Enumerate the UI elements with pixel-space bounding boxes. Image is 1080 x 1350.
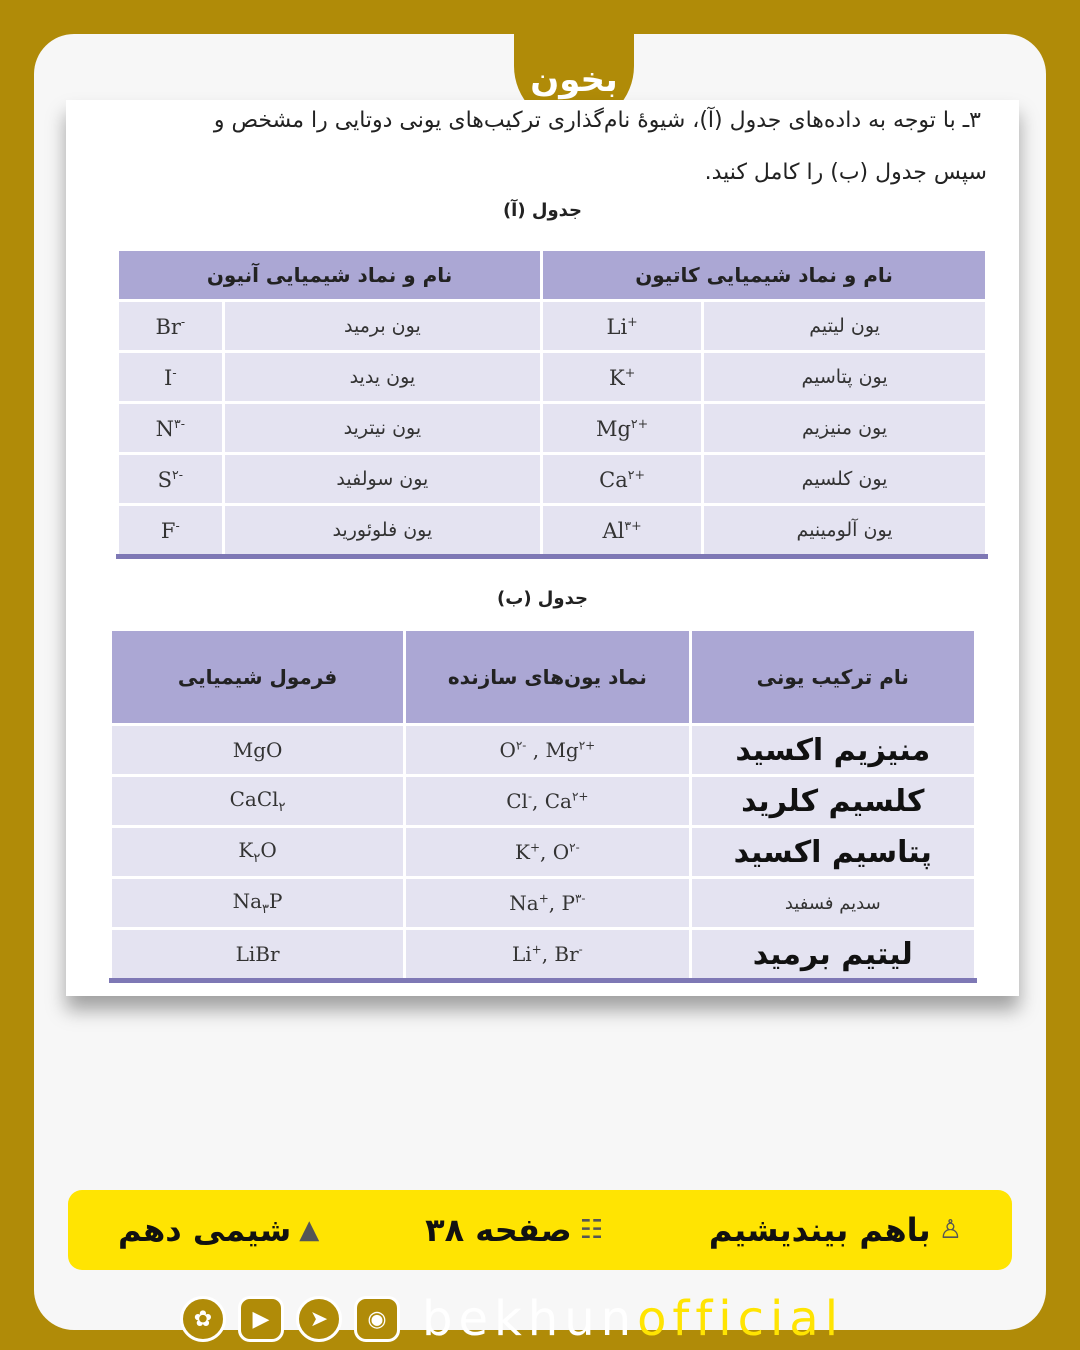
question-line-2: سپس جدول (ب) را کامل کنید. xyxy=(704,160,987,185)
table-a-header-anion: نام و نماد شیمیایی آنیون xyxy=(118,250,542,301)
cation-symbol-cell xyxy=(542,403,703,454)
ion-symbol-charge: + xyxy=(529,840,541,855)
constituent-ions-cell xyxy=(405,827,690,878)
anion-name-cell: یون فلوئورید xyxy=(223,505,542,557)
ion-symbol: Br- xyxy=(554,942,583,966)
anion-symbol: I- xyxy=(164,364,177,390)
table-b-body xyxy=(111,725,976,981)
graduation-cap-icon: ▲ xyxy=(299,1215,320,1245)
table-b xyxy=(109,628,977,983)
handle-part1: bekhun xyxy=(422,1291,638,1347)
cation-name-cell: یون منیزیم xyxy=(703,403,987,454)
cation-symbol-charge: ۲+ xyxy=(627,466,646,482)
formula-cell xyxy=(111,776,405,827)
table-b-header-ions: نماد یون‌های سازنده xyxy=(405,630,690,725)
constituent-ions-cell xyxy=(405,929,690,981)
ion-symbol: $O^{۲-}$ xyxy=(499,738,527,762)
telegram-icon[interactable]: ➤ xyxy=(296,1296,342,1342)
ion-list: $O^{۲-}$ , $Mg^{۲+}$ xyxy=(499,738,596,762)
cation-symbol-charge: + xyxy=(627,313,638,329)
ion-symbol-charge: ۲- xyxy=(569,840,580,855)
ion-symbol: $O^{۲-}$ xyxy=(552,840,580,864)
ion-symbol-charge: ۲+ xyxy=(571,789,589,804)
cation-symbol-charge: + xyxy=(624,364,636,380)
subject-text: شیمی دهم xyxy=(118,1211,292,1249)
textbook-page xyxy=(66,100,1019,996)
cation-name-cell: یون کلسیم xyxy=(703,454,987,505)
anion-symbol: F- xyxy=(160,517,180,543)
ion-symbol-charge: - xyxy=(578,942,583,957)
cation-symbol: K+ xyxy=(608,364,636,390)
cation-name-cell: یون لیتیم xyxy=(703,301,987,352)
formula-subscript: ۲ xyxy=(278,800,286,815)
ion-list: K+, $O^{۲-}$ xyxy=(515,840,580,864)
ion-symbol-charge: ۲+ xyxy=(578,738,596,753)
ion-list: Na+, $P^{۳-}$ xyxy=(509,891,586,915)
table-b-row xyxy=(111,929,976,981)
compound-name-cell: پتاسیم اکسید xyxy=(690,827,975,878)
compound-name-cell: کلسیم کلرید xyxy=(690,776,975,827)
constituent-ions-cell xyxy=(405,725,690,776)
ion-symbol: K+ xyxy=(515,840,541,864)
constituent-ions-cell xyxy=(405,776,690,827)
ion-symbol: $Ca^{۲+}$ xyxy=(544,789,589,813)
chemical-formula: $Na_۳P$ xyxy=(232,889,283,917)
bar-page xyxy=(425,1211,603,1249)
ion-symbol-charge: - xyxy=(527,789,532,804)
table-a-row xyxy=(118,505,987,557)
table-b-header-formula: فرمول شیمیایی xyxy=(111,630,405,725)
chemical-formula: LiBr xyxy=(235,942,280,966)
cation-symbol-cell xyxy=(542,505,703,557)
table-b-row xyxy=(111,725,976,776)
table-b-header-name: نام ترکیب یونی xyxy=(690,630,975,725)
anion-symbol-cell xyxy=(118,505,224,557)
chemical-formula: $K_۲O$ xyxy=(238,838,277,866)
handle-part2: official xyxy=(637,1291,845,1347)
compound-name-cell: سدیم فسفید xyxy=(690,878,975,929)
anion-symbol-cell xyxy=(118,352,224,403)
formula-subscript: ۳ xyxy=(262,902,270,917)
anion-name-cell: یون یدید xyxy=(223,352,542,403)
table-b-row xyxy=(111,878,976,929)
aparat-icon[interactable]: ✿ xyxy=(180,1296,226,1342)
ion-symbol: Li+ xyxy=(511,942,542,966)
cation-symbol-cell xyxy=(542,301,703,352)
ion-symbol-charge: ۳- xyxy=(574,891,586,906)
chemical-formula: CaCl$_۲$ xyxy=(229,787,286,815)
table-a-body xyxy=(118,301,987,557)
ion-list: Li+, Br- xyxy=(511,942,583,966)
cation-symbol: Li+ xyxy=(606,313,638,339)
anion-symbol-charge: - xyxy=(172,364,177,380)
constituent-ions-cell xyxy=(405,878,690,929)
teacher-icon: ♙ xyxy=(938,1215,962,1245)
cation-symbol: $Ca^{۲+}$ xyxy=(599,466,646,492)
anion-symbol: Br- xyxy=(155,313,186,339)
page-text: صفحه ۳۸ xyxy=(425,1211,572,1249)
cation-symbol-charge: ۳+ xyxy=(624,517,642,533)
table-a-row xyxy=(118,301,987,352)
info-bar xyxy=(68,1190,1012,1270)
ion-symbol-charge: ۲- xyxy=(515,738,527,753)
cation-symbol: $Al^{۳+}$ xyxy=(602,517,642,543)
question-line-1: ۳ـ با توجه به داده‌های جدول (آ)، شیوهٔ نام‌گذاری ترکیب‌های یونی دوتایی را مشخص و xyxy=(213,108,981,133)
cation-symbol-cell xyxy=(542,352,703,403)
ion-list: Cl-, $Ca^{۲+}$ xyxy=(506,789,589,813)
table-a-row xyxy=(118,403,987,454)
ion-symbol: Cl- xyxy=(506,789,532,813)
anion-symbol-charge: ۳- xyxy=(173,415,186,431)
bar-subject xyxy=(118,1211,319,1249)
cation-symbol-cell xyxy=(542,454,703,505)
cation-symbol: $Mg^{۲+}$ xyxy=(595,415,649,441)
table-a-caption: جدول (آ) xyxy=(502,200,583,221)
anion-name-cell: یون نیترید xyxy=(223,403,542,454)
chemical-formula: MgO xyxy=(232,738,283,762)
cation-name-cell: یون پتاسیم xyxy=(703,352,987,403)
table-b-row xyxy=(111,827,976,878)
table-a-header-cation: نام و نماد شیمیایی کاتیون xyxy=(542,250,987,301)
ion-symbol-charge: + xyxy=(531,942,542,957)
anion-symbol-charge: - xyxy=(180,313,186,329)
book-icon: ☷ xyxy=(579,1215,604,1245)
formula-cell xyxy=(111,878,405,929)
anion-name-cell: یون سولفید xyxy=(223,454,542,505)
anion-name-cell: یون برمید xyxy=(223,301,542,352)
ion-symbol: $P^{۳-}$ xyxy=(561,891,586,915)
table-a-row xyxy=(118,454,987,505)
compound-name-cell: منیزیم اکسید xyxy=(690,725,975,776)
instagram-icon[interactable]: ◉ xyxy=(354,1296,400,1342)
anion-symbol-cell xyxy=(118,454,224,505)
anion-symbol: $N^{۳-}$ xyxy=(155,415,186,441)
social-handle[interactable] xyxy=(422,1291,844,1347)
ion-symbol: Na+ xyxy=(509,891,549,915)
anion-symbol-charge: ۲- xyxy=(171,466,184,482)
social-footer xyxy=(180,1288,920,1350)
anion-symbol-charge: - xyxy=(175,517,180,533)
table-b-row xyxy=(111,776,976,827)
slogan-text: باهم بیندیشیم xyxy=(708,1211,931,1249)
anion-symbol: $S^{۲-}$ xyxy=(157,466,184,492)
cation-name-cell: یون آلومینیم xyxy=(703,505,987,557)
compound-name-cell: لیتیم برمید xyxy=(690,929,975,981)
table-a xyxy=(116,248,988,559)
anion-symbol-cell xyxy=(118,403,224,454)
formula-cell xyxy=(111,929,405,981)
ion-symbol-charge: + xyxy=(538,891,549,906)
youtube-icon[interactable]: ▶ xyxy=(238,1296,284,1342)
formula-subscript: ۲ xyxy=(253,851,261,866)
table-a-row xyxy=(118,352,987,403)
cation-symbol-charge: ۲+ xyxy=(630,415,649,431)
logo-text: بخون xyxy=(530,60,618,100)
anion-symbol-cell xyxy=(118,301,224,352)
formula-cell xyxy=(111,827,405,878)
ion-symbol: $Mg^{۲+}$ xyxy=(545,738,596,762)
bar-slogan xyxy=(709,1211,962,1249)
formula-cell xyxy=(111,725,405,776)
table-b-caption: جدول (ب) xyxy=(497,588,588,609)
